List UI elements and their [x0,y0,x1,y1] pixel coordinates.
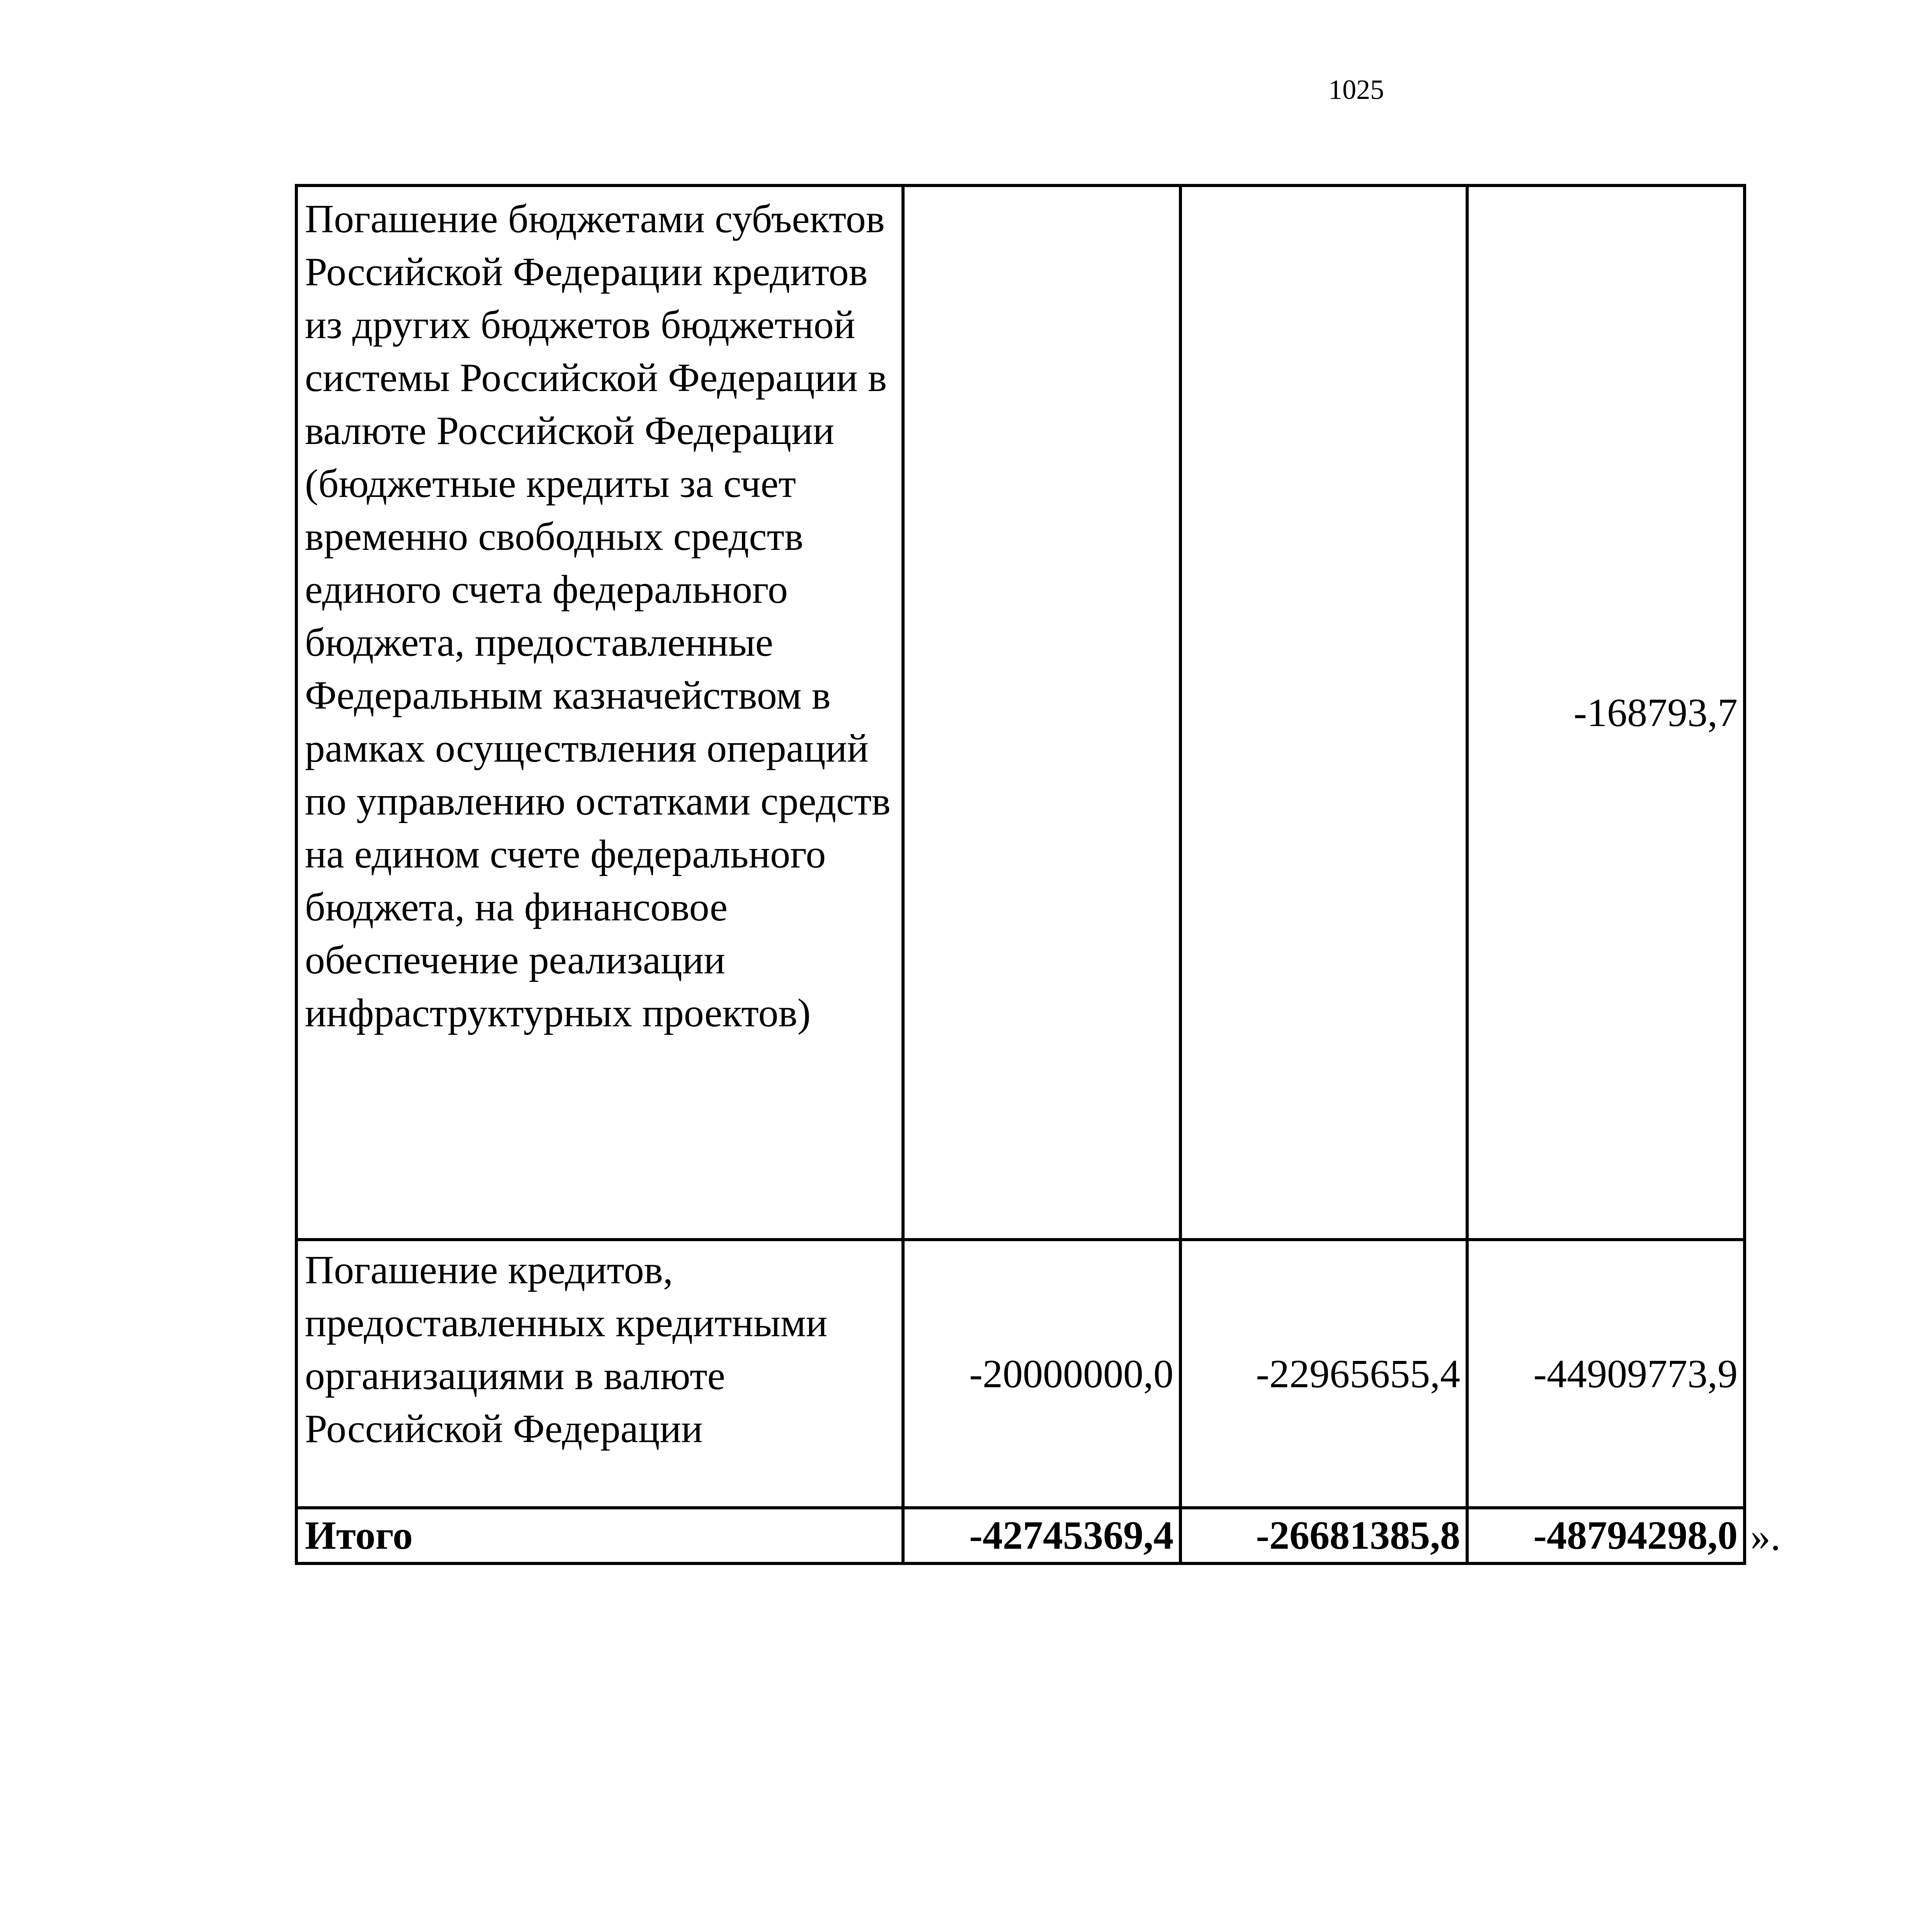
page-number: 1025 [1328,74,1384,105]
row-value-3: -168793,7 [1467,185,1745,1240]
row-value-3: -44909773,9 [1467,1240,1745,1508]
total-row [296,1508,1745,1563]
closing-quote: ». [1750,1514,1781,1559]
row-value-1 [903,185,1180,1240]
total-value-1: -42745369,4 [903,1508,1180,1563]
table-row [296,1240,1745,1508]
row-description: Погашение кредитов, предоставленных кредитными организациями в валюте Российской Федерации [296,1240,903,1508]
budget-table [295,184,1746,1565]
total-label: Итого [296,1508,903,1563]
row-value-2 [1180,185,1467,1240]
total-value-2: -26681385,8 [1180,1508,1467,1563]
row-description: Погашение бюджетами субъектов Российской Федерации кредитов из других бюджетов бюджетной системы Российской Федерации в валюте Российской Федерации (бюджетные кредиты за счет временно свободных средств единого счета федерального бюджета, предоставленные Федеральным казначейством в рамках осуществления операций по управлению остатками средств на едином счете федерального бюджета, на финансовое обеспечение реализации инфраструктурных проектов) [296,185,903,1240]
table-row [296,185,1745,1240]
row-value-2: -22965655,4 [1180,1240,1467,1508]
total-value-3: -48794298,0 [1467,1508,1745,1563]
row-value-1: -20000000,0 [903,1240,1180,1508]
